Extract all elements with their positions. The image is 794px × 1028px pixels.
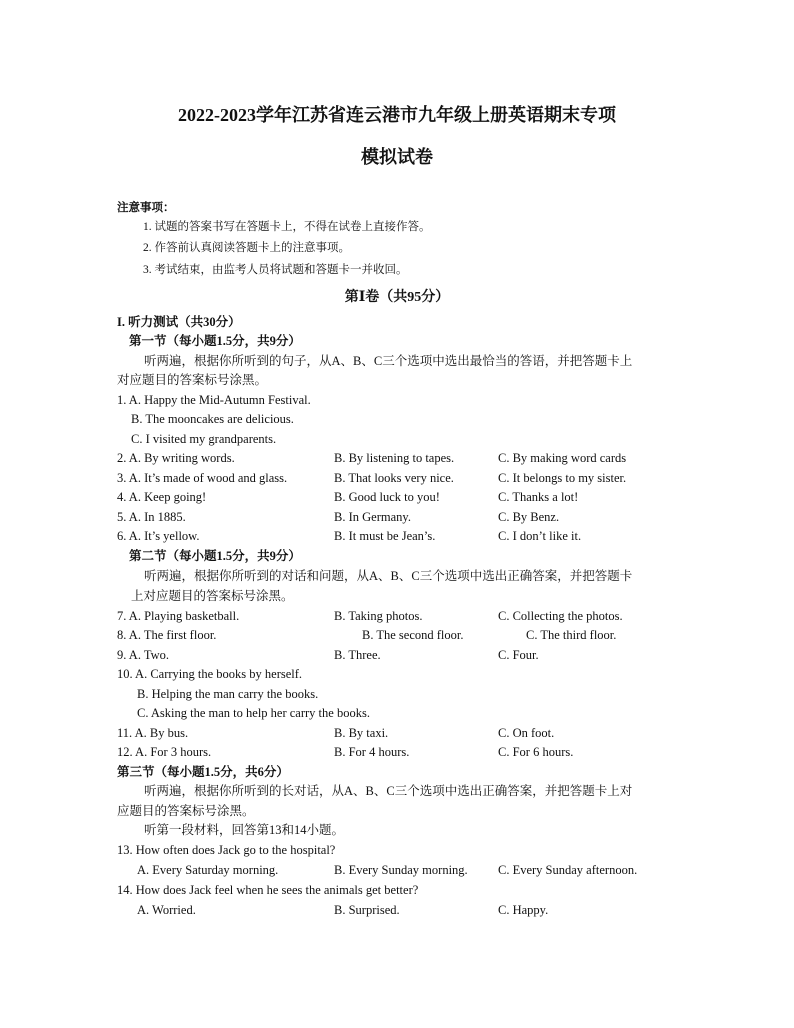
question-1: 1. A. Happy the Mid-Autumn Festival. [117, 393, 311, 407]
question-7-a: 7. A. Playing basketball. [117, 609, 240, 623]
question-3-a: 3. A. It’s made of wood and glass. [117, 471, 288, 485]
question-9-a: 9. A. Two. [117, 648, 170, 662]
question-14-c: C. Happy. [498, 903, 549, 917]
volume-title: 第Ⅰ卷（共95分） [344, 290, 450, 305]
section3-instruction: 听两遍，根据你所听到的长对话，从A、B、C三个选项中选出正确答案，并把答题卡上对 [144, 784, 633, 798]
question-9-c: C. Four. [498, 648, 539, 662]
question-13-a: A. Every Saturday morning. [137, 863, 279, 877]
section2-instruction: 上对应题目的答案标号涂黑。 [131, 589, 294, 603]
question-11-b: B. By taxi. [334, 726, 389, 740]
question-12-a: 12. A. For 3 hours. [117, 745, 212, 759]
exam-title-line2: 模拟试卷 [361, 147, 433, 167]
section2-title: 第二节（每小题1.5分，共9分） [129, 549, 301, 563]
question-7-c: C. Collecting the photos. [498, 609, 623, 623]
section3-title: 第三节（每小题1.5分，共6分） [117, 765, 289, 779]
question-10: 10. A. Carrying the books by herself. [117, 667, 303, 681]
question-4-a: 4. A. Keep going! [117, 490, 207, 504]
question-2-b: B. By listening to tapes. [334, 451, 455, 465]
question-13: 13. How often does Jack go to the hospital? [117, 843, 336, 857]
question-8-c: C. The third floor. [526, 628, 617, 642]
section1-instruction: 对应题目的答案标号涂黑。 [117, 373, 268, 387]
question-14-a: A. Worried. [137, 903, 196, 917]
question-4-c: C. Thanks a lot! [498, 490, 579, 504]
question-8-a: 8. A. The first floor. [117, 628, 217, 642]
question-4-b: B. Good luck to you! [334, 490, 440, 504]
notes-heading: 注意事项： [117, 202, 175, 214]
note-item: 3. 考试结束，由监考人员将试题和答题卡一并收回。 [143, 264, 408, 276]
section1-instruction: 听两遍，根据你所听到的句子，从A、B、C三个选项中选出最恰当的答语，并把答题卡上 [144, 354, 633, 368]
question-12-c: C. For 6 hours. [498, 745, 574, 759]
question-13-c: C. Every Sunday afternoon. [498, 863, 638, 877]
section3-instruction: 听第一段材料，回答第13和14小题。 [144, 823, 345, 837]
question-2-a: 2. A. By writing words. [117, 451, 235, 465]
question-11-c: C. On foot. [498, 726, 555, 740]
question-5-a: 5. A. In 1885. [117, 510, 186, 524]
question-6-c: C. I don’t like it. [498, 529, 582, 543]
question-14: 14. How does Jack feel when he sees the animals get better? [117, 883, 419, 897]
question-3-b: B. That looks very nice. [334, 471, 454, 485]
question-12-b: B. For 4 hours. [334, 745, 410, 759]
question-9-b: B. Three. [334, 648, 381, 662]
note-item: 1. 试题的答案书写在答题卡上，不得在试卷上直接作答。 [143, 221, 431, 233]
question-6-b: B. It must be Jean’s. [334, 529, 436, 543]
section2-instruction: 听两遍，根据你所听到的对话和问题，从A、B、C三个选项中选出正确答案，并把答题卡 [144, 569, 633, 583]
part1-title: I. 听力测试（共30分） [117, 315, 241, 329]
exam-title-line1: 2022-2023学年江苏省连云港市九年级上册英语期末专项 [178, 105, 616, 125]
question-3-c: C. It belongs to my sister. [498, 471, 627, 485]
question-5-c: C. By Benz. [498, 510, 560, 524]
question-7-b: B. Taking photos. [334, 609, 423, 623]
question-10-option-c: C. Asking the man to help her carry the books. [137, 706, 370, 720]
question-14-b: B. Surprised. [334, 903, 400, 917]
question-1-option-c: C. I visited my grandparents. [131, 432, 277, 446]
note-item: 2. 作答前认真阅读答题卡上的注意事项。 [143, 242, 350, 254]
question-1-option-b: B. The mooncakes are delicious. [131, 412, 294, 426]
question-6-a: 6. A. It’s yellow. [117, 529, 200, 543]
question-2-c: C. By making word cards [498, 451, 627, 465]
question-8-b: B. The second floor. [362, 628, 464, 642]
section3-instruction: 应题目的答案标号涂黑。 [117, 804, 255, 818]
question-11-a: 11. A. By bus. [117, 726, 189, 740]
question-10-option-b: B. Helping the man carry the books. [137, 687, 319, 701]
question-13-b: B. Every Sunday morning. [334, 863, 468, 877]
section1-title: 第一节（每小题1.5分，共9分） [129, 334, 301, 348]
question-5-b: B. In Germany. [334, 510, 411, 524]
